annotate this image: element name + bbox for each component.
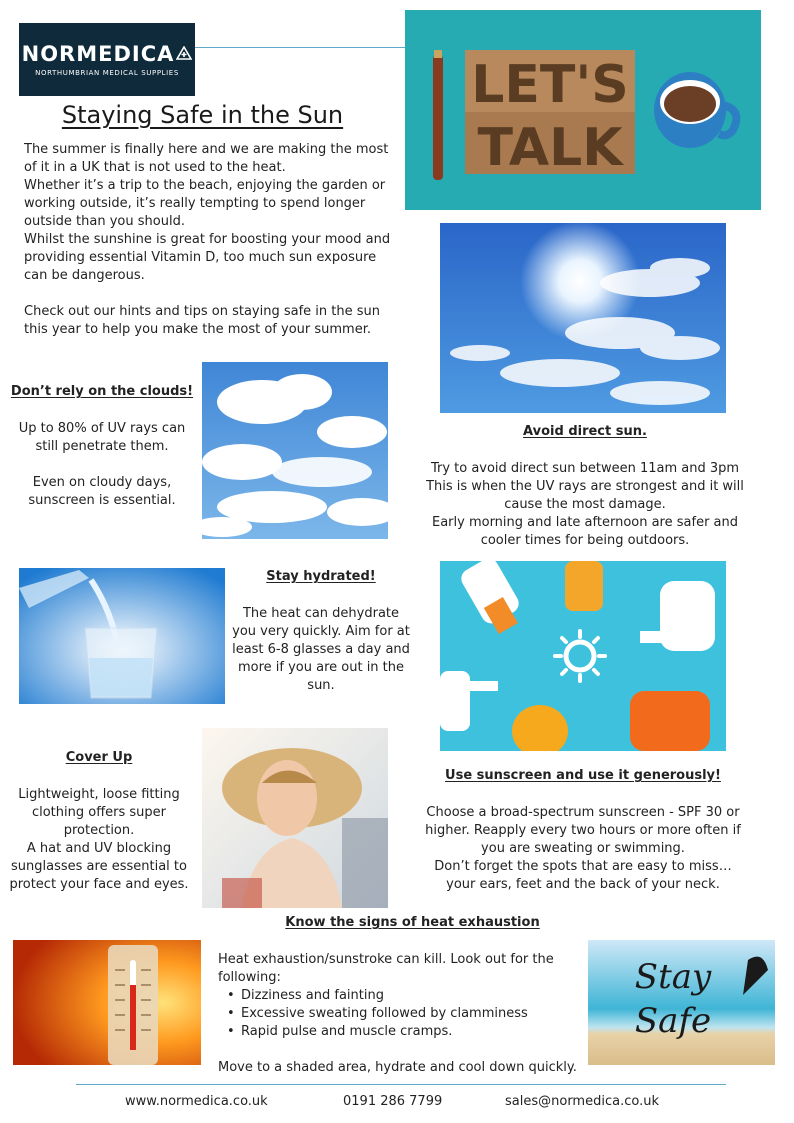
page-title: Staying Safe in the Sun bbox=[61, 101, 344, 129]
heat-section bbox=[218, 951, 588, 1077]
direct-sun-section bbox=[425, 423, 745, 550]
cover-text: A hat and UV blocking sunglasses are essential to protect your face and eyes. bbox=[9, 841, 189, 892]
clouds-image bbox=[202, 362, 388, 539]
brand-tagline: NORTHUMBRIAN MEDICAL SUPPLIES bbox=[35, 68, 179, 77]
heat-intro: Heat exhaustion/sunstroke can kill. Look out for the following: bbox=[218, 952, 554, 985]
cover-section bbox=[4, 749, 194, 894]
woman-hat-image bbox=[202, 728, 388, 908]
intro-line: The summer is finally here and we are making the most of it in a UK that is not used to the heat. bbox=[24, 142, 389, 175]
water-glass-image bbox=[19, 568, 225, 704]
hydrated-text: The heat can dehydrate you very quickly. Aim for at least 6-8 glasses a day and more if you are out in the sun. bbox=[232, 606, 410, 693]
footer-website-link[interactable]: www.normedica.co.uk bbox=[125, 1094, 268, 1109]
direct-sun-text: Early morning and late afternoon are safer and cooler times for being outdoors. bbox=[431, 515, 738, 548]
list-item: • Excessive sweating followed by clamminess bbox=[218, 1005, 588, 1023]
sunscreen-heading: Use sunscreen and use it generously! bbox=[445, 768, 721, 783]
header-divider bbox=[195, 47, 405, 48]
symptom-list bbox=[218, 987, 588, 1041]
clouds-text: Up to 80% of UV rays can still penetrate them. bbox=[18, 421, 186, 454]
stay-safe-line1: Stay bbox=[634, 957, 712, 997]
brand-name: NORMEDICA bbox=[21, 41, 175, 66]
sunscreen-text: Choose a broad-spectrum sunscreen - SPF 30 or higher. Reapply every two hours or more often if you are sweating or swimming. bbox=[425, 805, 741, 856]
plus-icon bbox=[176, 46, 192, 62]
heat-outro: Move to a shaded area, hydrate and cool down quickly. bbox=[218, 1060, 577, 1075]
stay-safe-image bbox=[588, 940, 775, 1065]
cover-heading: Cover Up bbox=[65, 750, 133, 765]
cover-text: Lightweight, loose fitting clothing offers super protection. bbox=[18, 787, 180, 838]
clouds-text: Even on cloudy days, sunscreen is essential. bbox=[28, 475, 176, 508]
brand-logo bbox=[19, 23, 195, 96]
list-item: • Dizziness and fainting bbox=[218, 987, 588, 1005]
sunscreen-section bbox=[418, 767, 748, 894]
sunscreen-image bbox=[440, 561, 726, 751]
clouds-section bbox=[8, 383, 196, 510]
thermometer-image bbox=[13, 940, 201, 1065]
heat-heading: Know the signs of heat exhaustion bbox=[285, 915, 540, 930]
hydrated-section bbox=[232, 568, 410, 695]
sunscreen-text: Don’t forget the spots that are easy to miss… your ears, feet and the back of your neck. bbox=[434, 859, 732, 892]
footer-divider bbox=[76, 1084, 726, 1085]
intro-line: Whether it’s a trip to the beach, enjoying the garden or working outside, it’s really tempting to spend longer outside than you should. bbox=[24, 178, 386, 229]
intro-line: Whilst the sunshine is great for boosting your mood and providing essential Vitamin D, too much sun exposure can be dangerous. bbox=[24, 232, 391, 283]
banner-text-line2: TALK bbox=[477, 118, 623, 178]
hydrated-heading: Stay hydrated! bbox=[266, 569, 376, 584]
lets-talk-image bbox=[405, 10, 761, 210]
direct-sun-text: Try to avoid direct sun between 11am and 3pm This is when the UV rays are strongest and it will cause the most damage. bbox=[426, 461, 744, 512]
list-item: • Rapid pulse and muscle cramps. bbox=[218, 1023, 588, 1041]
footer-phone[interactable]: 0191 286 7799 bbox=[343, 1094, 443, 1109]
direct-sun-heading: Avoid direct sun. bbox=[523, 424, 647, 439]
banner-text-line1: LET'S bbox=[471, 55, 629, 115]
stay-safe-line2: Safe bbox=[634, 1001, 712, 1041]
clouds-heading: Don’t rely on the clouds! bbox=[10, 384, 194, 399]
intro-text bbox=[24, 141, 402, 339]
footer-email-link[interactable]: sales@normedica.co.uk bbox=[505, 1094, 659, 1109]
intro-cta: Check out our hints and tips on staying safe in the sun this year to help you make the most of your summer. bbox=[24, 304, 381, 337]
sun-sky-image bbox=[440, 223, 726, 413]
